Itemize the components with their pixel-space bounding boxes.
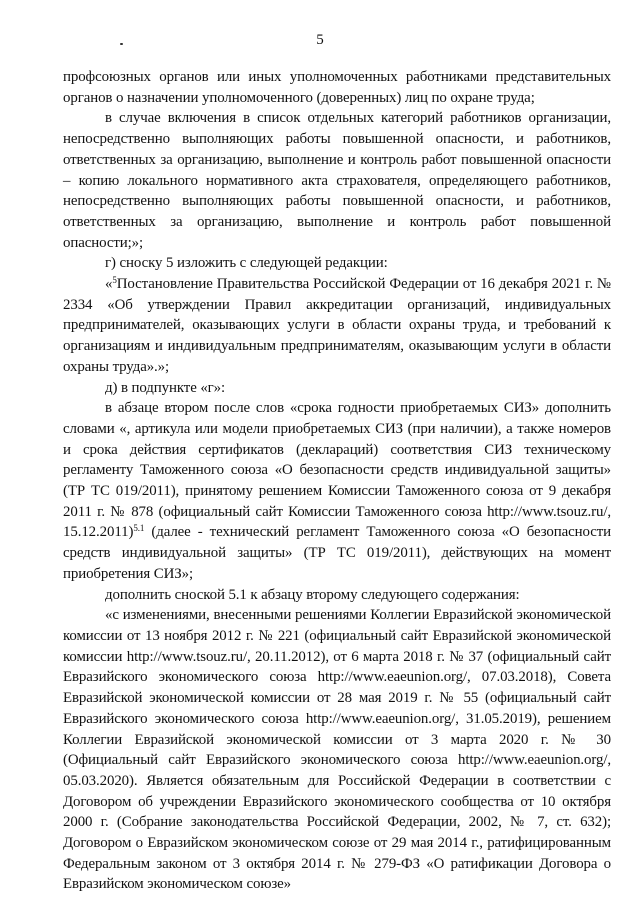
quote-open: « (105, 276, 113, 293)
paragraph-siz-amendment (63, 398, 611, 584)
paragraph-continuation: профсоюзных органов или иных уполномоченных работниками представительных органов о назначении уполномоченного (доверенных) лиц по охране труда; (63, 69, 611, 106)
scan-artifact (120, 43, 123, 45)
page-number: 5 (316, 32, 324, 48)
paragraph-hazardous-works: в случае включения в список отдельных категорий работников организации, непосредственно выполняющих работы повышенной опасности, и работников, ответственных за организацию, выполнение и контроль работ повышенной опасности – копию локального нормативного акта страхователя, определяющего работников, непосредственно выполняющих работы повышенной опасности, и работников, ответственных за организацию, выполнение и контроль работ повышенной опасности;»; (63, 110, 611, 251)
paragraph-footnote-5-1-text: «с изменениями, внесенными решениями Коллегии Евразийской экономической комиссии от 13 ноября 2012 г. № 221 (официальный сайт Евразийской экономической комиссии http://www.tsouz.ru/, 20.11.2012), от 6 марта 2018 г. № 37 (официальный сайт Евразийского экономического союза http://www.eaeunion.org/, 07.03.2018), Совета Евразийской экономической комиссии от 28 мая 2019 г. № 55 (официальный сайт Евразийского экономического союза http://www.eaeunion.org/, 31.05.2019), решением Коллегии Евразийской экономической комиссии от 3 марта 2020 г. № 30 (Официальный сайт Евразийского экономического союза http://www.eaeunion.org/, 05.03.2020). Является обязательным для Российской Федерации в соответствии с Договором об учреждении Евразийского экономического сообщества от 10 октября 2000 г. (Собрание законодательства Российской Федерации, 2002, № 7, ст. 632); Договором о Евразийском экономическом союзе от 29 мая 2014 г., ратифицированным Федеральным законом от 3 октября 2014 г. № 279-ФЗ «О ратификации Договора о Евразийском экономическом союзе» (63, 607, 611, 893)
paragraph-footnote-5-1-instruction: дополнить сноской 5.1 к абзацу второму следующего содержания: (105, 586, 520, 603)
siz-amendment-body: в абзаце втором после слов «срока годности приобретаемых СИЗ» дополнить словами «, артикула или модели приобретаемых СИЗ (при наличии), а также номеров и срока действия сертификатов (деклараций) соответствия СИЗ техническому регламенту Таможенного союза «О безопасности средств индивидуальной защиты» (ТР ТС 019/2011), принятому решением Комиссии Таможенного союза от 9 декабря 2011 г. № 878 (официальный сайт Комиссии Таможенного союза http://www.tsouz.ru/, 15.12.2011) (63, 400, 611, 541)
paragraph-footnote-5-instruction: г) сноску 5 изложить с следующей редакции: (105, 255, 388, 272)
paragraph-footnote-5-text (63, 274, 611, 378)
footnote-5-body: Постановление Правительства Российской Федерации от 16 декабря 2021 г. № 2334 «Об утверждении Правил аккредитации организаций, индивидуальных предпринимателей, оказывающих услуги в области охраны труда, и требований к организациям и индивидуальным предпринимателям, оказывающим услуги в области охраны труда».»; (63, 276, 611, 375)
siz-amendment-tail: (далее - технический регламент Таможенного союза «О безопасности средств индивидуальной защиты» (ТР ТС 019/2011), действующих на момент приобретения СИЗ»; (63, 524, 611, 582)
footnote-marker-5: 5 (112, 275, 117, 286)
paragraph-subitem-d: д) в подпункте «г»: (105, 379, 226, 396)
footnote-marker-5-1: 5.1 (133, 523, 145, 534)
document-body (63, 67, 611, 895)
